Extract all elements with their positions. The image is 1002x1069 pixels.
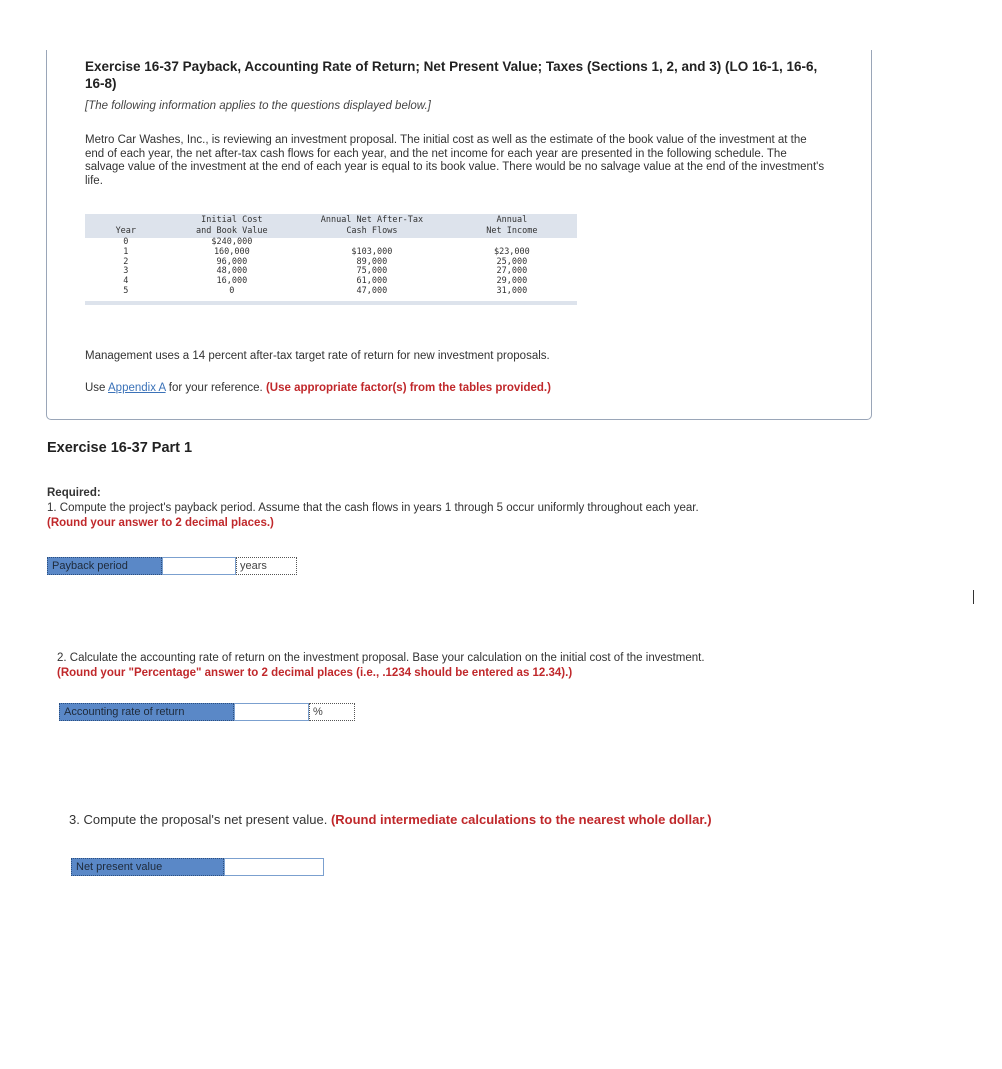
header-cash-flows — [297, 214, 447, 238]
header-cash-line1: Annual Net After-Tax — [320, 215, 424, 225]
cell-book: 48,000 — [216, 266, 248, 277]
part-title: Exercise 16-37 Part 1 — [47, 440, 193, 456]
header-income-line1: Annual — [496, 215, 528, 225]
question-1-text: 1. Compute the project's payback period. Assume that the cash flows in years 1 through 5 occur uniformly throughout each year. — [47, 502, 699, 514]
cell-book: 96,000 — [216, 256, 248, 267]
arr-answer-row — [59, 702, 355, 722]
question-2-text: 2. Calculate the accounting rate of return on the investment proposal. Base your calculation on the initial cost of the investment. — [57, 652, 705, 664]
cell-year: 2 — [123, 256, 129, 267]
payback-unit: years — [236, 557, 297, 575]
header-book-line2: and Book Value — [196, 226, 268, 236]
cell-income: $23,000 — [493, 246, 530, 257]
question-1-instruction: (Round your answer to 2 decimal places.) — [47, 517, 274, 529]
info-note: [The following information applies to the questions displayed below.] — [85, 100, 431, 112]
investment-schedule-table — [85, 214, 577, 305]
question-2-instruction: (Round your "Percentage" answer to 2 decimal places (i.e., .1234 should be entered as 12.34).) — [57, 667, 573, 679]
cell-income: 25,000 — [496, 256, 528, 267]
cell-cash: $103,000 — [351, 246, 393, 257]
cell-year: 1 — [123, 246, 129, 257]
cell-year: 3 — [123, 266, 129, 277]
header-income-line2: Net Income — [486, 226, 538, 236]
cell-income: 27,000 — [496, 266, 528, 277]
cell-book: 16,000 — [216, 276, 248, 287]
cell-cash: 89,000 — [356, 256, 388, 267]
cell-year: 5 — [85, 287, 167, 303]
net-present-value-label: Net present value — [71, 858, 224, 876]
cell-year: 0 — [123, 237, 129, 247]
accounting-rate-label: Accounting rate of return — [59, 703, 234, 721]
cell-book: 0 — [167, 287, 297, 303]
question-3 — [69, 812, 712, 828]
header-book-line1: Initial Cost — [201, 215, 263, 225]
payback-answer-row — [47, 556, 297, 576]
appendix-a-link[interactable]: Appendix A — [108, 382, 166, 394]
header-year: Year — [115, 226, 137, 236]
header-net-income — [447, 214, 577, 238]
appendix-middle: for your reference. — [168, 382, 263, 394]
net-present-value-input[interactable] — [224, 858, 324, 876]
accounting-rate-input[interactable] — [234, 703, 309, 721]
cell-book: $240,000 — [211, 237, 253, 247]
question-3-text: 3. Compute the proposal's net present value. — [69, 812, 328, 827]
header-cash-line2: Cash Flows — [346, 226, 398, 236]
percent-unit: % — [309, 703, 355, 721]
cell-cash: 47,000 — [297, 287, 447, 303]
management-note: Management uses a 14 percent after-tax target rate of return for new investment proposals. — [85, 350, 550, 362]
payback-period-input[interactable] — [162, 557, 236, 575]
question-1 — [47, 486, 699, 531]
appendix-line — [85, 382, 551, 394]
payback-period-label: Payback period — [47, 557, 162, 575]
info-panel — [46, 50, 872, 420]
problem-description: Metro Car Washes, Inc., is reviewing an investment proposal. The initial cost as well as the estimate of the book value of the investment at the end of each year, the net after-tax cash flows for each year, and the net income for each year are presented in the following schedule. The salvage value of the investment at the end of each year is equal to its book value. There would be no salvage value at the end of the investment's life. — [85, 134, 825, 187]
appendix-instruction: (Use appropriate factor(s) from the tables provided.) — [265, 382, 551, 394]
table-header-row — [85, 214, 577, 238]
cell-year: 4 — [123, 276, 129, 287]
cell-cash: 61,000 — [356, 276, 388, 287]
cell-income: 29,000 — [496, 276, 528, 287]
cell-book: 160,000 — [213, 246, 250, 257]
table-row — [85, 287, 577, 303]
required-label: Required: — [47, 487, 101, 499]
question-2 — [57, 651, 705, 681]
header-book-value — [167, 214, 297, 238]
exercise-title: Exercise 16-37 Payback, Accounting Rate of Return; Net Present Value; Taxes (Sections 1, 2, and 3) (LO 16-1, 16-6, 16-8) — [85, 59, 818, 91]
cell-income: 31,000 — [447, 287, 577, 303]
question-3-instruction: (Round intermediate calculations to the nearest whole dollar.) — [330, 812, 712, 827]
cell-cash: 75,000 — [356, 266, 388, 277]
npv-answer-row — [71, 857, 324, 877]
appendix-prefix: Use — [85, 382, 106, 394]
text-cursor-icon — [973, 590, 974, 604]
